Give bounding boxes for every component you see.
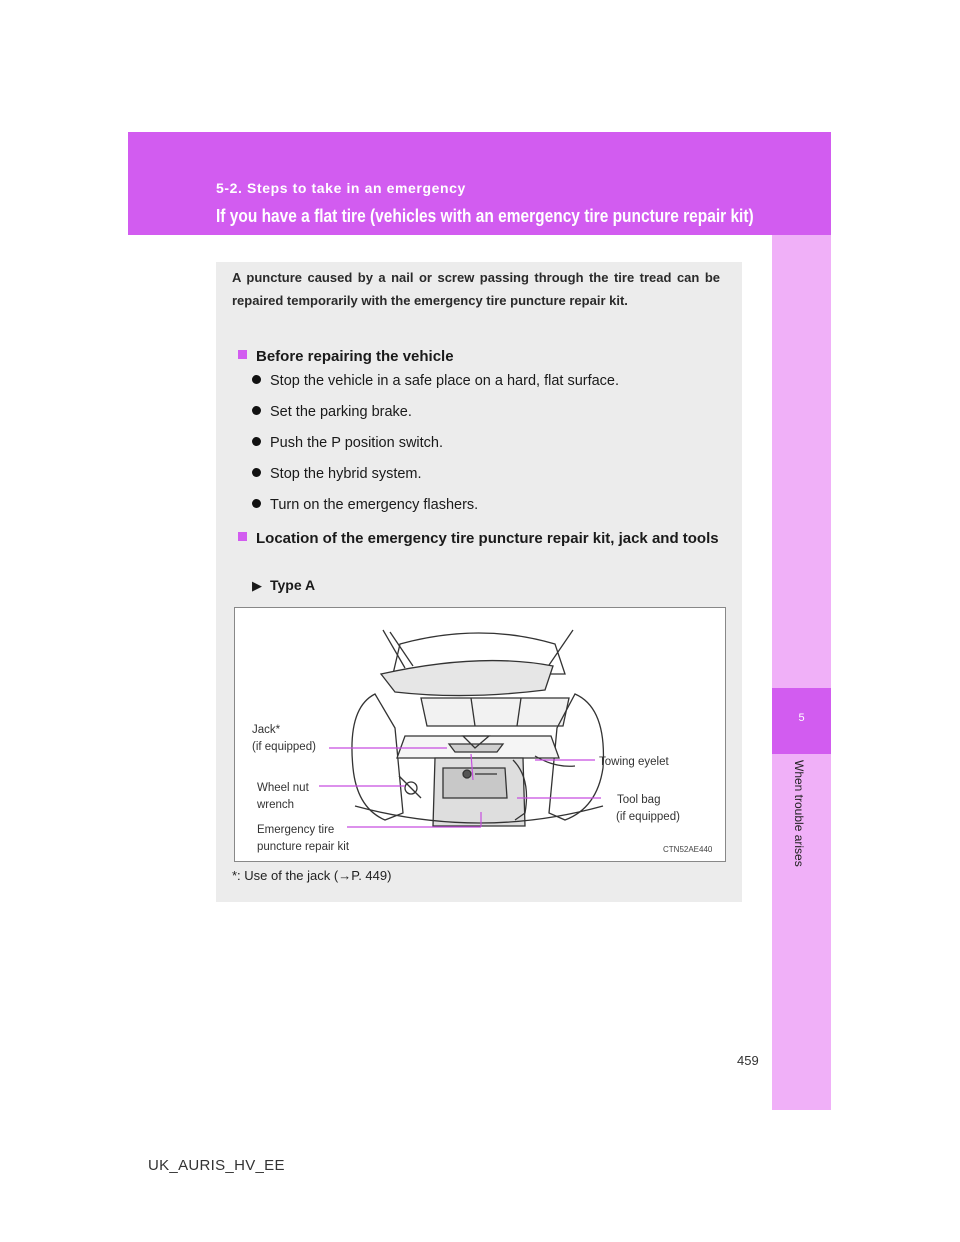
list-item: Push the P position switch. <box>252 435 443 451</box>
callout-tool-bag: Tool bag (if equipped) <box>616 794 680 823</box>
trunk-illustration <box>234 607 726 862</box>
document-code: UK_AURIS_HV_EE <box>148 1157 285 1174</box>
chapter-title: When trouble arises <box>792 760 806 867</box>
list-item: Stop the hybrid system. <box>252 466 422 482</box>
list-item: Stop the vehicle in a safe place on a hard, flat surface. <box>252 373 619 389</box>
triangle-arrow-icon: ▶ <box>252 578 262 593</box>
page-number: 459 <box>737 1053 759 1068</box>
callout-repair-kit: Emergency tire puncture repair kit <box>257 824 350 853</box>
intro-paragraph: A puncture caused by a nail or screw passing through the tire tread can be repaired temporarily with the emergency tire puncture repair kit. <box>232 270 720 308</box>
location-heading: Location of the emergency tire puncture repair kit, jack and tools <box>238 528 728 550</box>
list-item: Turn on the emergency flashers. <box>252 497 478 513</box>
round-bullet-icon <box>252 437 261 446</box>
square-bullet-icon <box>238 350 247 359</box>
type-label: ▶ Type A <box>252 577 316 593</box>
page-heading: If you have a flat tire (vehicles with an emergency tire puncture repair kit) <box>216 206 754 226</box>
callout-towing-eyelet: Towing eyelet <box>599 756 669 768</box>
square-bullet-icon <box>238 532 247 541</box>
chapter-side-tab <box>772 235 831 1110</box>
section-label: 5-2. Steps to take in an emergency <box>216 180 466 196</box>
round-bullet-icon <box>252 468 261 477</box>
callout-wheel-nut-wrench: Wheel nut wrench <box>257 782 309 811</box>
round-bullet-icon <box>252 375 261 384</box>
chapter-number: 5 <box>798 712 805 724</box>
round-bullet-icon <box>252 499 261 508</box>
footnote: *: Use of the jack (→P. 449) <box>232 868 392 883</box>
list-item: Set the parking brake. <box>252 404 412 420</box>
before-repair-heading: Before repairing the vehicle <box>238 346 454 368</box>
figure-code: CTN52AE440 <box>663 845 713 854</box>
round-bullet-icon <box>252 406 261 415</box>
callout-jack: Jack* (if equipped) <box>252 724 316 753</box>
